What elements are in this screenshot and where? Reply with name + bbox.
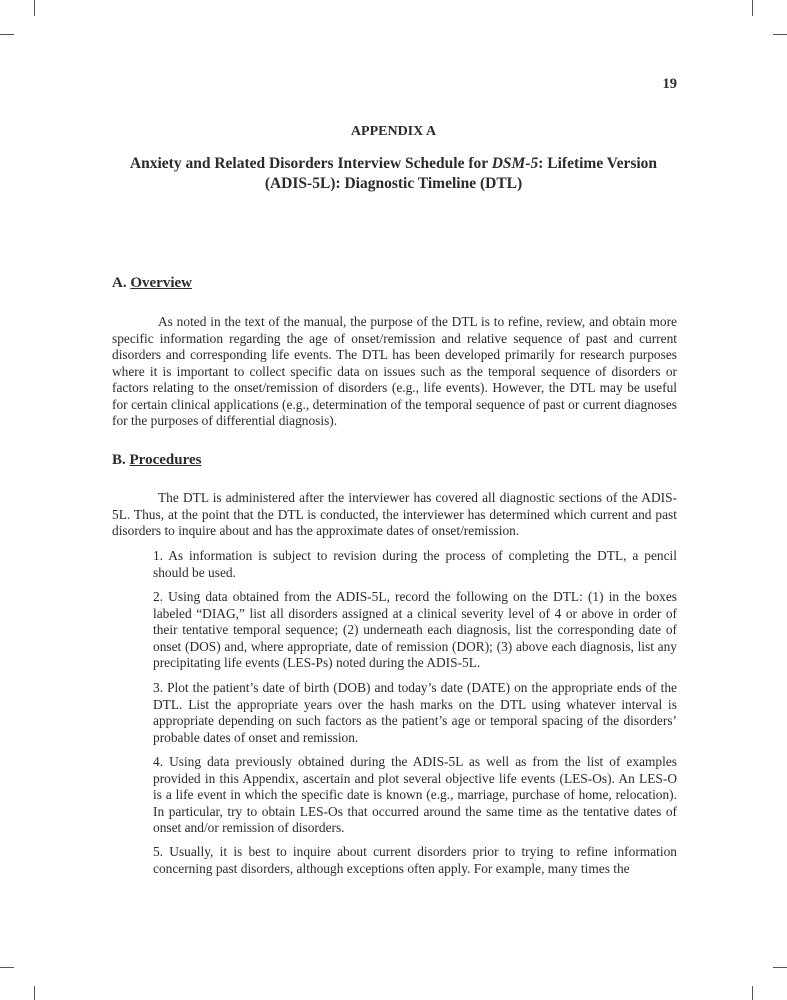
procedure-item-2: 2. Using data obtained from the ADIS-5L, record the following on the DTL: (1) in the boxes labeled “DIAG,” list all disorders assigned at a clinical severity level of 4 or above in order of their tentative temporal sequence; (2) underneath each diagnosis, list the corresponding date of onset (DOS) and, where appropriate, date of remission (DOR); (3) above each diagnosis, list any precipitating life events (LES-Ps) noted during the ADIS-5L. — [153, 589, 677, 670]
title-part1: Anxiety and Related Disorders Interview Schedule for — [129, 155, 492, 172]
title-line2: (ADIS-5L): Diagnostic Timeline (DTL) — [264, 175, 523, 192]
title-italic: DSM-5 — [491, 155, 539, 172]
crop-mark — [0, 34, 14, 35]
crop-mark — [0, 967, 14, 968]
section-a-paragraph: As noted in the text of the manual, the purpose of the DTL is to refine, review, and obtain more specific information regarding the age of onset/remission and relative sequence of past and current disorders and corresponding life events. The DTL has been developed primarily for research purposes where it is important to collect specific data on issues such as the temporal sequence of disorders or factors relating to the onset/remission of disorders (e.g., life events). However, the DTL may be useful for certain clinical applications (e.g., determination of the temporal sequence of past or current diagnoses for the purposes of differential diagnosis). — [112, 314, 677, 428]
crop-mark — [773, 967, 787, 968]
section-b-paragraph: The DTL is administered after the interviewer has covered all diagnostic sections of the ADIS-5L. Thus, at the point that the DTL is conducted, the interviewer has determined which current and past disorders to inquire about and has the approximate dates of onset/remission. — [112, 490, 677, 538]
section-b-title: Procedures — [129, 452, 202, 468]
title-part2: : Lifetime Version — [538, 155, 658, 172]
page-number: 19 — [662, 76, 677, 92]
section-b-prefix: B. — [112, 452, 130, 468]
crop-mark — [773, 34, 787, 35]
crop-mark — [34, 0, 35, 16]
section-a-title: Overview — [130, 275, 192, 291]
procedure-item-4: 4. Using data previously obtained during the ADIS-5L as well as from the list of examples provided in this Appendix, ascertain and plot several objective life events (LES-Os). An LES-O is a life event in which the specific date is known (e.g., marriage, purchase of home, relocation). In particular, try to obtain LES-Os that occurred around the same time as the tentative dates of onset and/or remission of disorders. — [153, 754, 677, 835]
procedure-item-5: 5. Usually, it is best to inquire about current disorders prior to trying to refine information concerning past disorders, although exceptions often apply. For example, many times the — [153, 844, 677, 876]
section-b-heading — [112, 452, 201, 469]
crop-mark — [752, 986, 753, 1000]
crop-mark — [752, 0, 753, 16]
procedure-item-3: 3. Plot the patient’s date of birth (DOB) and today’s date (DATE) on the appropriate ends of the DTL. List the appropriate years over the hash marks on the DTL using whatever interval is appropriate depending on such factors as the patient’s age or temporal spacing of the disorders’ probable dates of onset and remission. — [153, 680, 677, 745]
document-title — [110, 154, 677, 194]
crop-mark — [34, 986, 35, 1000]
appendix-label: APPENDIX A — [350, 124, 437, 139]
procedure-item-1: 1. As information is subject to revision during the process of completing the DTL, a pencil should be used. — [153, 548, 677, 580]
section-a-prefix: A. — [112, 275, 131, 291]
section-a-heading — [112, 275, 192, 292]
